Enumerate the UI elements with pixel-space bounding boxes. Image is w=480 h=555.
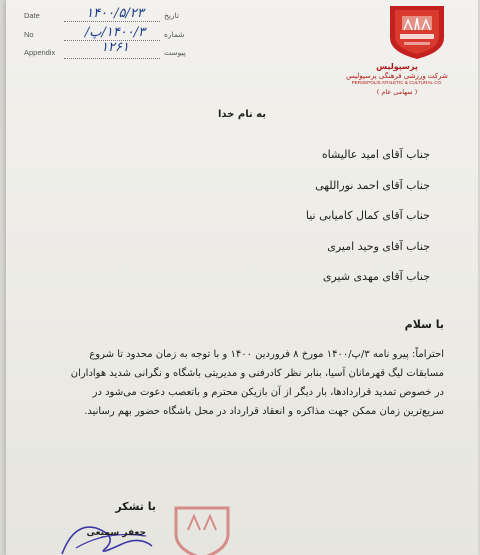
- recipient-item: جناب آقای مهدی شیری: [322, 270, 430, 283]
- body-line: مسابقات لیگ قهرمانان آسیا، بنابر نظر کادرفنی و مدیریتی باشگاه و نگرانی شدید هواداران: [70, 368, 444, 379]
- number-value: ۱۴۰۰/۳/پ/۱۲۶۱: [84, 25, 146, 55]
- letter-body: [32, 345, 444, 421]
- greeting: با سلام: [404, 318, 444, 331]
- appendix-label-en: Appendix: [24, 48, 56, 57]
- recipient-item: جناب آقای امید عالیشاه: [321, 148, 430, 161]
- number-label-en: No: [24, 30, 34, 39]
- body-line: احتراماً: پیرو نامه ۳/پ/۱۴۰۰ مورخ ۸ فروردین ۱۴۰۰ و با توجه به زمان محدود تا شروع: [89, 349, 444, 360]
- body-line: سریع‌ترین زمان ممکن جهت مذاکره و انعقاد قرارداد در محل باشگاه حضور بهم رسانید.: [84, 406, 444, 417]
- recipient-item: جناب آقای وحید امیری: [327, 239, 430, 253]
- org-type: ( سهامی عام ): [376, 88, 418, 96]
- letter-sheet: [6, 0, 478, 555]
- date-label-fa: تاریخ: [164, 11, 179, 20]
- signer-name: جعفر سمیعی: [86, 528, 146, 538]
- closing: با تشکر: [115, 500, 156, 513]
- recipient-item: جناب آقای احمد نوراللهی: [315, 178, 430, 192]
- org-name: پرسپولیس شرکت ورزشی فرهنگی پرسپولیس: [346, 62, 448, 80]
- date-label-en: Date: [24, 11, 40, 20]
- org-name-en: PERSEPOLIS ATHLETIC & CULTURAL CO.: [351, 80, 443, 85]
- recipient-item: جناب آقای کمال کامیابی نیا: [305, 209, 430, 222]
- body-line: در خصوص تمدید قراردادها، بار دیگر از آن بازیکن محترم و باتعصب دعوت می‌شود در: [92, 387, 444, 398]
- invocation-heading: به نام خدا: [217, 109, 267, 120]
- date-value: ۱۴۰۰/۵/۲۳: [86, 6, 144, 21]
- number-label-fa: شماره: [164, 30, 185, 39]
- recipient-list: [130, 148, 430, 301]
- club-logo-icon: [386, 4, 448, 60]
- appendix-label-fa: پیوست: [164, 48, 186, 57]
